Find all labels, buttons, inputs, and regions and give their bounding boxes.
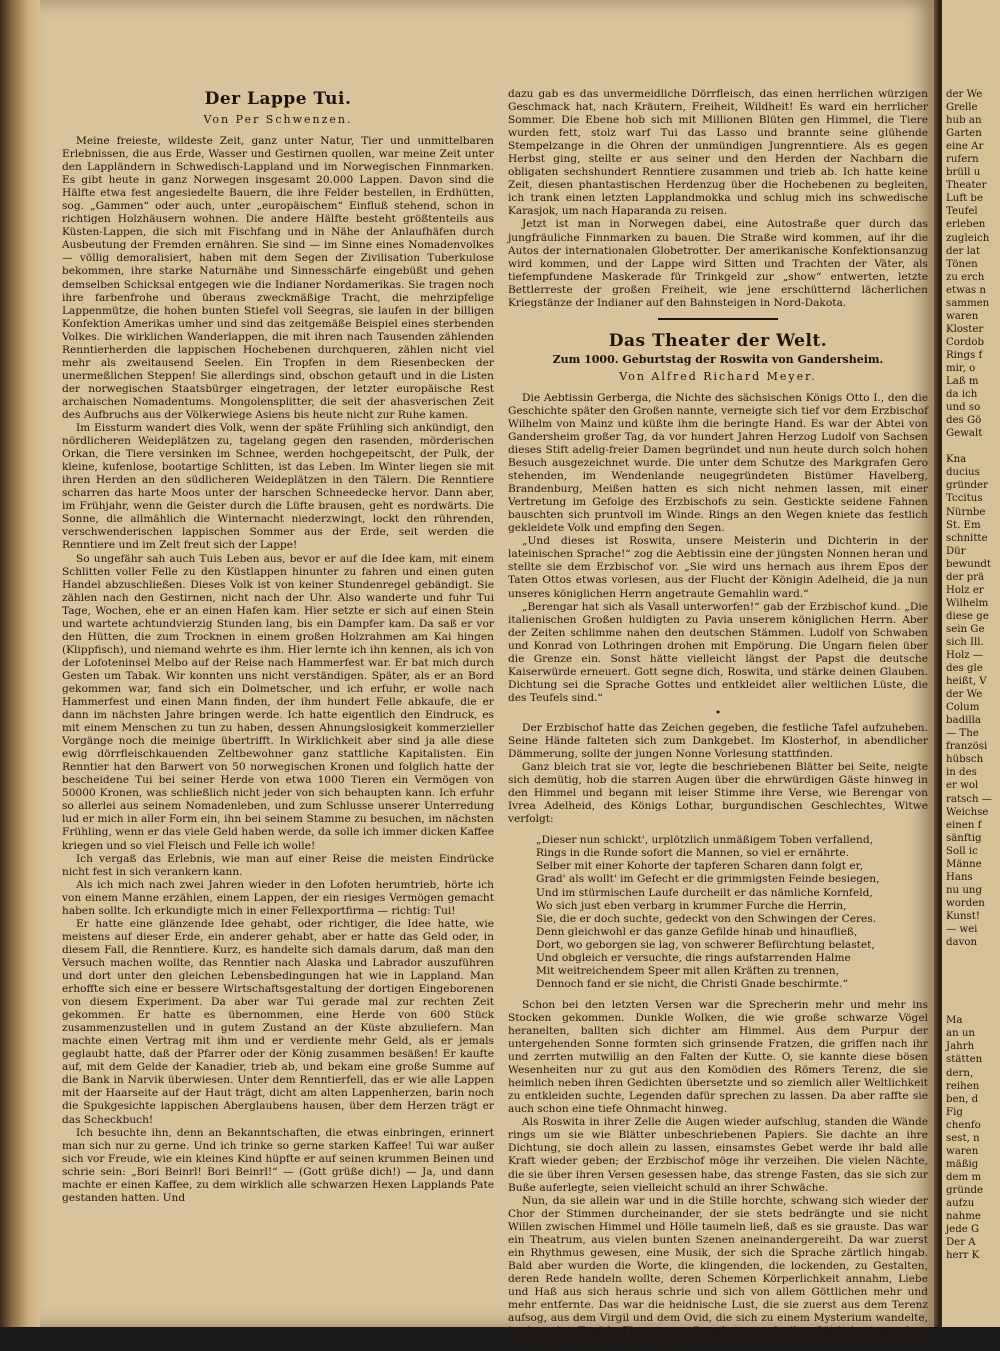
- adjacent-page-line: — The: [946, 728, 979, 740]
- article-paragraph: Ich vergaß das Erlebnis, wie man auf einer Reise die meisten Eindrücke nicht fest in sich verankern kann.: [62, 852, 494, 878]
- adjacent-page-line: Kna: [946, 454, 967, 466]
- adjacent-page-fragment: [942, 0, 1000, 1327]
- adjacent-page-line: Grelle: [946, 102, 978, 114]
- poem-line: Dort, wo geborgen sie lag, von schwerer Befürchtung belastet,: [536, 938, 875, 951]
- adjacent-page-line: hub an: [946, 115, 982, 127]
- adjacent-page-line: und so: [946, 402, 981, 414]
- adjacent-page-line: diese ge: [946, 610, 989, 622]
- article-paragraph: Meine freieste, wildeste Zeit, ganz unter Natur, Tier und unmittelbaren Erlebnissen, die aus Erde, Wasser und Gestirnen quollen, war meine Zeit unter den Lappländern in Schwedisch-Lappland und im Norwegischen Finnmarken. Es gibt heute in ganz Norwegen insgesamt 20.000 Lappen. Davon sind die Hälfte etwa fest angesiedelte Bauern, die ihre Felder bestellen, in Erdhütten, sog. „Gammen“ oder auch, unter „europäischem“ Einfluß stehend, schon in richtigen Holzhäusern wohnen. Die andere Hälfte besteht größtenteils aus Küsten-Lappen, die sich mit Fischfang und in Nähe der Anlaufhäfen durch Ausbeutung der Fremden ernähren. Sie sind — im Sinne eines Nomadenvolkes — völlig demoralisiert, haben mit dem Segen der Zivilisation Tuberkulose bekommen, ihre starke Naturnähe und Sinnesschärfe eingebüßt und gehen demselben Schicksal entgegen wie die Indianer Nordamerikas. Sie tragen noch ihre farbenfrohe und überaus zweckmäßige Tracht, die mehrzipfelige Lappenmütze, die hohen bunten Stiefel voll Seegras, sie laufen in der billigen Konfektion Amerikas umher und sind das zeitgemäße Beispiel eines sterbenden Volkes. Die wirklichen Wanderlappen, die mit ihren nach Tausenden zählenden Renntierherden die lappischen Hochebenen durchqueren, zählen nicht viel mehr als zweitausend Seelen. Ein Tropfen in dem Riesenbecken der unermeßlichen Steppen! Sie allerdings sind, obschon getauft und in die Listen der norwegischen Staatsbürger eingetragen, der letzter europäische Rest archaischen Nomadentums. Mongolensplitter, die seit der ahasverischen Zeit des Aufbruchs aus der Völkerwiege Asiens bis heute nicht zur Ruhe kamen.: [62, 135, 494, 421]
- poem-block: [536, 834, 928, 991]
- section-separator-dot: •: [714, 706, 722, 719]
- adjacent-page-line: stätten: [946, 1054, 983, 1066]
- column-right: [508, 88, 928, 1351]
- adjacent-page-line: Weichse: [946, 806, 989, 818]
- adjacent-page-line: ben, d: [946, 1093, 979, 1105]
- adjacent-page-line: Nürnbe: [946, 506, 986, 518]
- article-byline: Von Alfred Richard Meyer.: [619, 369, 817, 383]
- adjacent-page-line: der lat: [946, 245, 981, 257]
- adjacent-page-line: Holz er: [946, 584, 984, 596]
- adjacent-page-line: dern,: [946, 1067, 974, 1079]
- adjacent-page-line: hübsch: [946, 754, 984, 766]
- adjacent-page-line: [946, 975, 992, 988]
- adjacent-page-line: der prä: [946, 571, 985, 583]
- adjacent-page-line: Tccitus: [946, 493, 983, 505]
- adjacent-page-line: herr K: [946, 1250, 980, 1262]
- adjacent-page-line: eine Ar: [946, 141, 984, 153]
- adjacent-page-line: gründe: [946, 1184, 984, 1196]
- article-paragraph: So ungefähr sah auch Tuis Leben aus, bevor er auf die Idee kam, mit einem Schlitten voller Felle zu den Küstlappen hinunter zu fahren und einen guten Handel abzuschließen. Dieses Volk ist von keiner Stundenregel gebändigt. Sie zählen nach den Gestirnen, nicht nach der Uhr. Also wanderte und fuhr Tui Tage, Wochen, ehe er an einen Hafen kam. Hier setzte er sich auf einen Stein und wartete achtundvierzig Stunden lang, bis ein Dampfer kam. Da saß er vor den Hütten, die zum Trocknen in einem großen Holzrahmen am Kai hingen (Klippfisch), und niemand wehrte es ihm. Hier lernte ich ihn kennen, als ich von der Lofoteninsel Melbo auf der Reise nach Hammerfest war. Er bat mich durch Gesten um Tabak. Wir konnten uns nicht verständigen. Später, als er an Bord gekommen war, fand sich ein Dolmetscher, und ich erfuhr, er wolle nach Hammerfest und einen Mann finden, der ihm hundert Felle abkaufe, die er dann im nächsten Jahre bringen werde. Ich hatte eigentlich den Eindruck, es mit einem Menschen zu tun zu haben, dessen Ahnungslosigkeit kommerzieller Vorgänge noch die meinige übertrifft. In Wirklichkeit aber sind ja alle diese ewig dörrfleischkauenden Zeltbewohner ganz stattliche Kapitalisten. Ein Renntier hat den Barwert von 50 norwegischen Kronen und folglich hatte der bescheidene Tui bei seiner Herde von etwa 1000 Tieren ein Vermögen von 50000 Kronen, was schließlich nicht jeder von sich behaupten kann. Ich erfuhr so allerlei aus seinem Nomadenleben, und zum Schlusse unserer Unterredung lud er mich in aller Form ein, ihn bei seinem Stamme zu besuchen, im nächsten Frühling, wenn er das viele Geld haben werde, da solle ich immer dicken Kaffee kriegen und so viel Fleisch und Felle ich wolle!: [62, 552, 494, 852]
- article-paragraph: „Berengar hat sich als Vasall unterworfen!“ gab der Erzbischof kund. „Die italienischen Großen huldigten zu Pavia unserem königlichen Herrn. Aber der Zeiten schlimme nahen den deutschen Stämmen. Ludolf von Schwaben und Konrad von Lothringen drohen mit Empörung. Die Ungarn fielen über die Grenze ein. Sonst hätte vielleicht längst der Papst die deutsche Kaiserwürde erneuert. Gott segne dich, Roswita, und stärke deinen Glauben. Dichtung sei die Sprache Gottes und entkleidet aller weltlichen Lüste, die des Teufels sind.“: [508, 600, 928, 704]
- article-paragraph: Ganz bleich trat sie vor, legte die beschriebenen Blätter bei Seite, neigte sich demütig, hob die starren Augen über die ehrwürdigen Gäste hinweg in den Himmel und begann mit leiser Stimme ihre Verse, wie Berengar von Ivrea Adelheid, des Königs Lothar, burgundischen Geschlechtes, Witwe verfolgt:: [508, 761, 928, 826]
- adjacent-page-line: rufern: [946, 154, 979, 166]
- article-paragraph: Die Aebtissin Gerberga, die Nichte des sächsischen Königs Otto I., den die Geschichte später den Großen nannte, verneigte sich tief vor dem Erzbischof Wilhelm von Mainz und küßte ihm die beringte Hand. Es war der Abtei von Gandersheim großer Tag, da vor hundert Jahren Herzog Ludolf von Sachsen dieses Stift adelig-freier Damen begründet und nun heute durch solch hohen Besuch ausgezeichnet wurde. Die unter dem Schutze des Markgrafen Gero stehenden, im Wendenlande neugegründeten Bistümer Havelberg, Brandenburg, Meißen hatten es sich nicht nehmen lassen, mit einer Vertretung im Gefolge des Erzbischofs zu sein. Gestickte seidene Fahnen bauschten sich pruntvoll im Winde. Rings an den Wegen kniete das festlich gekleidete Volk und empfing den Segen.: [508, 391, 928, 535]
- article-paragraph: Im Eissturm wandert dies Volk, wenn der späte Frühling sich ankündigt, den nördlicheren Weideplätzen zu, tagelang gegen den rasenden, mörderischen Orkan, die Tiere versinken im Schnee, werden hochgepeitscht, der Pulk, der kleine, kufenlose, bootartige Schlitten, ist das Leben. Im Winter liegen sie mit ihren Herden an den südlicheren Weideplätzen in den Tälern. Die Renntiere scharren das harte Moos unter der harschen Schneedecke hervor. Dann aber, im Frühjahr, wenn die Geister durch die Lüfte brausen, geht es nordwärts. Die Sonne, die allmählich die Winternacht niederzwingt, lockt den rührenden, verschwenderischen lappischen Sommer aus der Erde, seit werden die Renntiere und im Zelt freut sich der Lappe!: [62, 422, 494, 552]
- adjacent-page-line: Laß m: [946, 376, 979, 388]
- adjacent-page-line: Fig: [946, 1106, 963, 1118]
- adjacent-page-line: Theater: [946, 180, 987, 192]
- article-title-der-lappe-tui: Der Lappe Tui.: [204, 89, 352, 109]
- poem-line: Rings in die Runde sofort die Mannen, so viel er ernährte.: [536, 847, 849, 860]
- adjacent-page-line: der We: [946, 689, 983, 701]
- adjacent-page-line: davon: [946, 937, 978, 949]
- adjacent-page-line: [946, 962, 992, 975]
- adjacent-page-line: er wol: [946, 780, 979, 792]
- adjacent-page-line: sich Ill.: [946, 636, 984, 648]
- adjacent-page-line: Teufel: [946, 206, 978, 218]
- adjacent-page-line: brüll u: [946, 167, 981, 179]
- article-paragraph: dazu gab es das unvermeidliche Dörrfleisch, das einen herrlichen würzigen Geschmack hat, nach Kräutern, Freiheit, Wildheit! Es ward ein herrlicher Sommer. Die Ebene hob sich mit Millionen Blüten gen Himmel, die Tiere wurden fett, stolz warf Tui das Lasso und brannte seine glühende Stempelzange in die Ohren der unmündigen Jungrenntiere. Als es gegen Herbst ging, stellte er aus seiner und den Herden der Nachbarn die obligaten sechshundert Renntiere zusammen und trieb ab. Ich hatte keine Zeit, diesen phantastischen Herdenzug über die Hochebenen zu begleiten, ich trank einen letzten Lapplandmokka und schlug mich ins schwedische Karasjok, um nach Haparanda zu reisen.: [508, 88, 928, 218]
- adjacent-page-line: zu erch: [946, 271, 985, 283]
- adjacent-page-line: Kloster: [946, 323, 984, 335]
- adjacent-page-line: jede G: [946, 1224, 980, 1236]
- article-divider: [658, 318, 778, 320]
- adjacent-page-line: mir, o: [946, 362, 976, 374]
- adjacent-page-line: [946, 949, 992, 962]
- poem-line: Sie, die er doch suchte, gedeckt von den Schwingen der Ceres.: [536, 912, 877, 925]
- adjacent-page-line: sest, n: [946, 1132, 980, 1144]
- article-paragraph: Als Roswita in ihrer Zelle die Augen wieder aufschlug, standen die Wände rings um sie wie Blätter unbeschriebenen Papiers. Sie dachte an ihre Dichtung, sie doch allein zu lassen, einsamstes Gebet werde ihr bald alle Kraft wieder geben; der Erzbischof möge ihr verzeihen. Die vielen Nächte, die sie über ihren Versen gesessen habe, das strenge Fasten, das sie sich zur Buße auferlegte, seien vielleicht schuld an ihrer Schwäche.: [508, 1116, 928, 1194]
- adjacent-page-line: gründer: [946, 480, 988, 492]
- adjacent-page-line: Hans: [946, 871, 973, 883]
- poem-line: Mit weitreichendem Speer mit allen Kräften zu trennen,: [536, 964, 839, 977]
- poem-line: Grad' als wollt' im Gefecht er die grimmigsten Feinde besiegen,: [536, 873, 880, 886]
- article-paragraph: Ich besuchte ihn, denn an Bekanntschaften, die etwas einbringen, erinnert man sich nur zu gerne. Und ich trinke so gerne starken Kaffee! Tui war außer sich vor Freude, wie ein kleines Kind hüpfte er auf seinen krummen Beinen und schrie sein: „Bori Beinrl! Bori Beinrl!“ — (Gott grüße dich!) — Ja, und dann machte er einen Kaffee, zu dem wirklich alle schwarzen Hexen Lapplands Pate gestanden hatten. Und: [62, 1126, 494, 1204]
- adjacent-page-line: — wei: [946, 924, 978, 935]
- adjacent-page-line: [946, 1001, 992, 1014]
- column-left: [62, 88, 494, 1316]
- adjacent-page-line: heißt, V: [946, 676, 987, 688]
- adjacent-page-line: französi: [946, 741, 988, 753]
- adjacent-page-line: aufzu: [946, 1197, 975, 1209]
- adjacent-page-line: an un: [946, 1028, 975, 1040]
- adjacent-page-line: Tönen: [946, 258, 978, 270]
- adjacent-page-line: worden: [946, 897, 985, 909]
- article-paragraph: Der Erzbischof hatte das Zeichen gegeben, die festliche Tafel aufzuheben. Seine Hände falteten sich zum Dankgebet. Im Klosterhof, in abendlicher Dämmerung, sollte der jungen Nonne Vorlesung stattfinden.: [508, 721, 928, 761]
- article-paragraph: Als ich mich nach zwei Jahren wieder in den Lofoten herumtrieb, hörte ich von einem Manne erzählen, einem Lappen, der ein riesiges Vermögen gemacht haben sollte. Ich erkundigte mich in einer Fellexportfirma — richtig: Tui!: [62, 878, 494, 917]
- adjacent-page-line: sein Ge: [946, 623, 985, 635]
- adjacent-page-line: Cordob: [946, 336, 984, 348]
- adjacent-page-line: Kunst!: [946, 910, 980, 922]
- adjacent-page-line: Colum: [946, 702, 980, 714]
- book-spine-edge: [0, 0, 40, 1327]
- adjacent-page-line: der We: [946, 89, 983, 100]
- poem-line: Dennoch fand er sie nicht, die Christi Gnade beschirmte.“: [536, 977, 848, 990]
- adjacent-page-line: Dür: [946, 545, 966, 557]
- adjacent-page-line: Der A: [946, 1237, 976, 1249]
- adjacent-page-line: [946, 988, 992, 1001]
- adjacent-page-line: nu ung: [946, 884, 983, 896]
- adjacent-page-line: ratsch —: [946, 793, 992, 805]
- adjacent-page-line: St. Em: [946, 519, 981, 531]
- adjacent-page-line: sammen: [946, 297, 990, 309]
- poem-line: Wo sich just eben verbarg in krummer Furche die Herrin,: [536, 899, 847, 912]
- adjacent-page-line: ducius: [946, 467, 980, 479]
- adjacent-page-line: Jahrh: [946, 1041, 975, 1053]
- article-byline: Von Per Schwenzen.: [203, 113, 353, 126]
- article-title-das-theater-der-welt: Das Theater der Welt.: [608, 330, 828, 351]
- adjacent-page-line: erleben: [946, 219, 986, 231]
- poem-line: Denn gleichwohl er das ganze Gefilde hinab und hinaufließ,: [536, 925, 858, 938]
- article-paragraph: „Und dieses ist Roswita, unsere Meisterin und Dichterin in der lateinischen Sprache!“ zog die Aebtissin eine der jüngsten Nonnen heran und stellte sie dem Erzbischof vor. „Sie wird uns hernach aus ihrem Epos der Taten Ottos etwas vorlesen, aus der Flucht der Königin Adelheid, die ja nun unseres königlichen Herrn angetraute Gemahlin ward.“: [508, 535, 928, 600]
- adjacent-page-line: badilla: [946, 715, 981, 727]
- adjacent-page-line: Wilhelm: [946, 597, 989, 609]
- adjacent-page-line: mäßig: [946, 1158, 979, 1170]
- adjacent-page-text: [946, 88, 992, 1262]
- article-paragraph: Jetzt ist man in Norwegen dabei, eine Autostraße quer durch das jungfräuliche Finnmarken zu bauen. Die Straße wird kommen, auf ihr die Autos der internationalen Globetrotter. Der amerikanische Konfektionsanzug wird kommen, und der Lappe wird Sitten und Trachten der Väter, als tiefempfundene Maskerade für Trinkgeld zur „show“ entwerten, letzte Bettlerreste der großen Freiheit, wie jene erschütternd lächerlichen Kriegstänze der Indianer auf den Bahnsteigen in Nord-Dakota.: [508, 218, 928, 309]
- poem-line: Selber mit einer Kohorte der tapferen Scharen dann folgt er,: [536, 860, 863, 873]
- adjacent-page-line: einen f: [946, 819, 982, 831]
- adjacent-page-line: etwas n: [946, 284, 986, 296]
- adjacent-page-line: dem m: [946, 1171, 982, 1183]
- adjacent-page-line: Soll ic: [946, 845, 978, 857]
- newspaper-page: [40, 0, 938, 1351]
- adjacent-page-line: waren: [946, 310, 979, 322]
- adjacent-page-line: Männe: [946, 858, 982, 870]
- adjacent-page-line: Gewalt: [946, 428, 983, 440]
- adjacent-page-line: in des: [946, 767, 977, 779]
- article-subtitle: Zum 1000. Geburtstag der Roswita von Gandersheim.: [552, 352, 884, 366]
- adjacent-page-line: sänftig: [946, 832, 982, 844]
- adjacent-page-line: Rings f: [946, 349, 983, 361]
- article-paragraph: Schon bei den letzten Versen war die Sprecherin mehr und mehr ins Stocken gekommen. Dunkle Wolken, die wie große schwarze Vögel heranelten, ballten sich dichter am Himmel. Aus dem Purpur der untergehenden Sonne formten sich grinsende Fratzen, die griffen nach ihr und zerrten mutwillig an den Falten der Kutte. O, sie kannte diese bösen Wesenheiten nur zu gut aus den Komödien des Römers Terenz, die sie heimlich neben ihren Gedichten übersetzte und so ziemlich aller Weltlichkeit zu entkleiden suchte, Legenden dafür sprechen zu lassen. Da aber raffte sie auch schon eine tiefe Ohnmacht hinweg.: [508, 998, 928, 1116]
- adjacent-page-line: [946, 440, 992, 453]
- adjacent-page-line: da ich: [946, 389, 978, 401]
- adjacent-page-line: bewundt: [946, 558, 992, 570]
- poem-line: Und im stürmischen Laufe durcheilt er das nämliche Kornfeld,: [536, 886, 873, 899]
- adjacent-page-line: Ma: [946, 1015, 963, 1027]
- adjacent-page-line: Garten: [946, 128, 982, 140]
- poem-line: „Dieser nun schickt', urplötzlich unmäßigem Toben verfallend,: [536, 834, 873, 847]
- adjacent-page-line: Holz —: [946, 650, 984, 662]
- adjacent-page-line: chenfo: [946, 1119, 981, 1131]
- adjacent-page-line: nahme: [946, 1211, 981, 1223]
- article-paragraph: Er hatte eine glänzende Idee gehabt, oder richtiger, die Idee hatte, wie meistens auf dieser Erde, ein anderer gehabt, aber er hatte das Geld oder, in diesem Fall, die Renntiere. Kurz, es handelte sich damals darum, daß man den Versuch machen wollte, das Renntier nach Alaska und Labrador auszuführen und dort unter den gleichen Lebensbedingungen hat wie in Lappland. Man erhoffte sich eine er bessere Wirtschaftsgestaltung der dortigen Eingeborenen von diesem Experiment. Da aber war Tui gerade mal zur rechten Zeit gekommen. Er hatte es übernommen, eine Herde von 600 Stück zusammenzustellen und in gutem Zustand an der Küste abzuliefern. Man machte einen Vertrag mit ihm und er verdiente mehr Geld, als er jemals geglaubt hatte, daß der Pfarrer oder der König zusammen besäßen! Er kaufte auf, mit dem Gelde der Kanadier, trieb ab, und bekam eine große Summe auf die Bank in Narvik überwiesen. Unter dem Renntierfell, das er wie alle Lappen mit der Haarseite auf der Haut trägt, dicht am alten Lappenherzen, barin noch die Spukgesichte lappischen Aberglaubens hausen, über dem Herzen trägt er das Scheckbuch!: [62, 917, 494, 1126]
- adjacent-page-line: reihen: [946, 1080, 980, 1092]
- adjacent-page-line: schnitte: [946, 532, 988, 544]
- adjacent-page-line: des Gö: [946, 415, 982, 427]
- article-paragraph: Nun, da sie allein war und in die Stille horchte, schwang sich wieder der Chor der Stimmen durcheinander, der sie stets bedrängte und sie nicht Willen zwischen Himmel und Hölle taumeln ließ, daß es sie grauste. Das war ein Theatrum, aus vielen bunten Szenen aneinandergereiht. Da war zuerst ein Rhythmus gewesen, eine Musik, der sich die Sprache zärtlich hingab. Bald aber wurden die Worte, die klingenden, die lockenden, zu Gestalten, deren Rede handeln wollte, deren Schemen Körperlichkeit annahm, Liebe und Haß aus sich heraus schrie und sich von allem Göttlichen mehr und mehr entfernte. Das war die heidnische Lust, die sie zuerst aus dem Terenz aufsog, aus dem Virgil und dem Ovid, die sich zu einem Mysterium wandelte, in dem des Teufels Flammen aufbegehrten und alles Göttliche jemand zu vertreiben schienen. Das Theater: [508, 1194, 928, 1351]
- adjacent-page-line: zugleich: [946, 232, 990, 244]
- adjacent-page-line: waren: [946, 1145, 979, 1157]
- poem-line: Und obgleich er versuchte, die rings aufstarrenden Halme: [536, 951, 851, 964]
- adjacent-page-line: Luft be: [946, 193, 983, 205]
- adjacent-page-line: des gle: [946, 663, 983, 675]
